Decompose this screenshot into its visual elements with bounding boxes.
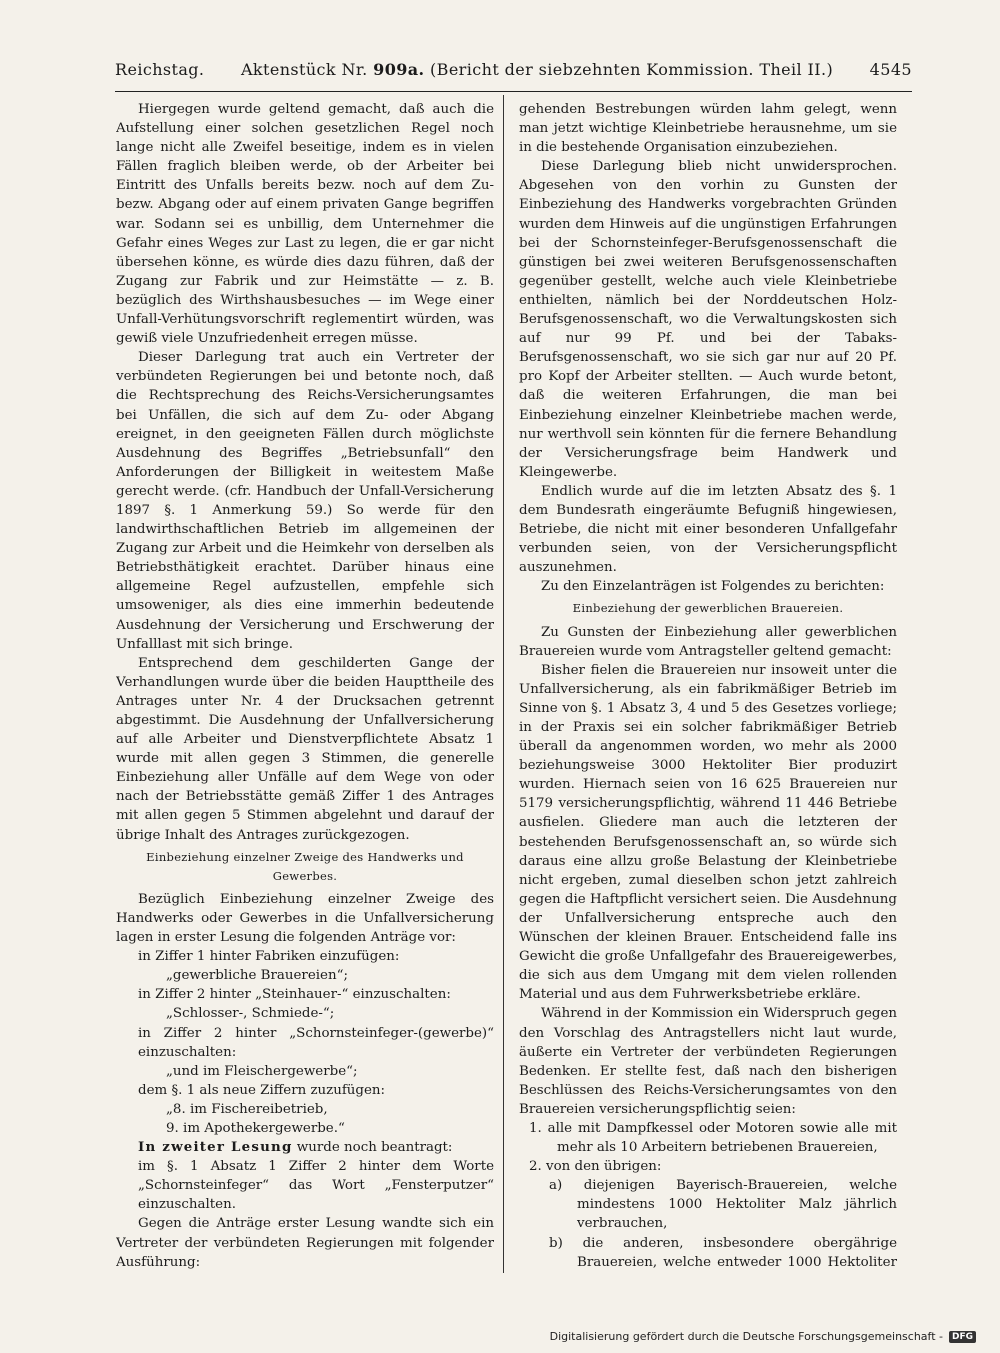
list-item-quote: „Schlosser-, Schmiede-“; [166, 1006, 335, 1022]
column-divider [503, 95, 504, 1273]
paragraph: Gegen die Anträge erster Lesung wandte sich ein Vertreter der verbündeten Regierungen mit folgender Ausführung: [116, 1216, 494, 1270]
list-item: b) die anderen, insbesondere obergährige Brauereien, welche entweder 1000 Hektoliter [549, 1235, 897, 1270]
list-item: in Ziffer 2 hinter „Steinhauer-“ einzuschalten: [138, 987, 451, 1003]
paragraph-text: wurde noch beantragt: [292, 1140, 453, 1156]
paragraph [116, 1138, 494, 1157]
list-item: in Ziffer 2 hinter „Schornsteinfeger-(gewerbe)“ einzuschalten: [138, 1025, 494, 1060]
page-number: 4545 [869, 60, 912, 79]
section-heading: Einbeziehung der gewerblichen Brauereien. [572, 601, 844, 616]
list-item: 1. alle mit Dampfkessel oder Motoren sowie alle mit mehr als 10 Arbeitern betriebenen Brauereien, [529, 1120, 897, 1156]
paragraph: gehenden Bestrebungen würden lahm gelegt, wenn man jetzt wichtige Kleinbetriebe herausnehme, um sie in die bestehende Organisation einzubeziehen. [519, 102, 897, 156]
paragraph: Bezüglich Einbeziehung einzelner Zweige des Handwerks oder Gewerbes in die Unfallversicherung lagen in erster Lesung die folgenden Anträge vor: [116, 891, 494, 946]
paragraph: Zu Gunsten der Einbeziehung aller gewerblichen Brauereien wurde vom Antragsteller geltend gemacht: [519, 624, 897, 659]
paragraph: Während in der Kommission ein Widerspruch gegen den Vorschlag des Antragstellers nicht laut wurde, äußerte ein Vertreter der verbündeten Regierungen Bedenken. Er stellte fest, daß nach den bisherigen Beschlüssen des Reichs-Versicherungsamtes von den Brauereien versicherungspflichtig seien: [519, 1006, 897, 1117]
list-item: dem §. 1 als neue Ziffern zuzufügen: [138, 1082, 386, 1098]
paragraph: Dieser Darlegung trat auch ein Vertreter der verbündeten Regierungen bei und betonte noch, daß die Rechtsprechung des Reichs-Versicherungsamtes bei Unfällen, die sich auf dem Zu- oder Abgang ereignet, in den geeigneten Fällen durch möglichste Ausdehnung des Begriffes „Betriebsunfall“ den Anforderungen der Billigkeit in weitestem Maße gerecht werde. (cfr. Handbuch der Unfall-Versicherung 1897 §. 1 Anmerkung 59.) So werde für den landwirthschaftlichen Betrieb im allgemeinen der Zugang zur Arbeit und die Heimkehr von derselben als Betriebsthätigkeit erachtet. Darüber hinaus eine allgemeine Regel aufzustellen, empfehle sich umsoweniger, als dies eine immerhin bedeutende Ausdehnung der Versicherung und Erschwerung der Unfalllast mit sich bringe. [116, 350, 494, 652]
list-item: 2. von den übrigen: [529, 1159, 662, 1175]
paragraph: Diese Darlegung blieb nicht unwidersprochen. Abgesehen von den vorhin zu Gunsten der Einbeziehung des Handwerks vorgebrachten Gründen wurden dem Hinweis auf die ungünstigen Erfahrungen bei der Schornsteinfeger-Berufsgenossenschaft die günstigen bei zwei weiteren Berufsgenossenschaften gegenüber gestellt, welche auch viele Kleinbetriebe enthielten, nämlich bei der Norddeutschen Holz-Berufsgenossenschaft, wo die Verwaltungskosten sich auf nur 99 Pf. und bei der Tabaks-Berufsgenossenschaft, wo sie sich gar nur auf 20 Pf. pro Kopf der Arbeiter stellten. — Auch wurde betont, daß die weiteren Erfahrungen, die man bei Einbeziehung einzelner Kleinbetriebe machen werde, nur werthvoll sein könnten für die fernere Behandlung der Versicherungsfrage beim Handwerk und Kleingewerbe. [519, 159, 897, 480]
paragraph: Bisher fielen die Brauereien nur insoweit unter die Unfallversicherung, als ein fabrikmäßiger Betrieb im Sinne von §. 1 Absatz 3, 4 und 5 des Gesetzes vorliege; in der Praxis sei ein solcher fabrikmäßiger Betrieb überall da angenommen worden, wo mehr als 2000 beziehungsweise 3000 Hektoliter Bier produzirt wurden. Hiernach seien von 16 625 Brauereien nur 5179 versicherungspflichtig, während 11 446 Betriebe ausfielen. Gliedere man auch die letzteren der bestehenden Berufsgenossenschaft an, so würde sich daraus eine allzu große Belastung der Kleinbetriebe nicht ergeben, zumal dieselben schon jetzt zahlreich gegen die Haftpflicht versichert seien. Die Ausdehnung der Unfallversicherung entspreche auch den Wünschen der kleinen Brauer. Entscheidend falle ins Gewicht die große Unfallgefahr des Brauereigewerbes, die sich aus dem Umgang mit dem vielen rollenden Material und aus dem Fuhrwerksbetriebe erkläre. [519, 662, 897, 1003]
header-center [204, 60, 869, 79]
header-left: Reichstag. [115, 60, 205, 79]
dfg-logo: DFG [949, 1331, 976, 1343]
paragraph: Endlich wurde auf die im letzten Absatz des §. 1 dem Bundesrath eingeräumte Befugniß hingewiesen, Betriebe, die nicht mit einer besonderen Unfallgefahr verbunden seien, von der Versicherungspflicht auszunehmen. [519, 483, 897, 576]
header-rule [115, 91, 912, 92]
header-document-number: 909a. [373, 60, 425, 79]
paragraph: Zu den Einzelanträgen ist Folgendes zu berichten: [541, 579, 885, 595]
list-item-quote: „und im Fleischergewerbe“; [166, 1063, 358, 1079]
page-header [115, 60, 912, 86]
footer-text: Digitalisierung gefördert durch die Deutsche Forschungsgemeinschaft - [549, 1330, 943, 1343]
emphasis: In zweiter Lesung [138, 1139, 293, 1156]
header-center-prefix: Aktenstück Nr. [240, 60, 368, 79]
digitization-footer [550, 1330, 976, 1343]
section-heading: Einbeziehung einzelner Zweige des Handwerks und Gewerbes. [146, 849, 464, 883]
list-item-quote: „gewerbliche Brauereien“; [166, 968, 348, 984]
left-column [116, 100, 494, 1270]
list-item: in Ziffer 1 hinter Fabriken einzufügen: [138, 949, 400, 965]
list-item: a) diejenigen Bayerisch-Brauereien, welche mindestens 1000 Hektoliter Malz jährlich verbrauchen, [549, 1178, 897, 1232]
list-item-quote: 9. im Apothekergewerbe.“ [166, 1120, 345, 1136]
list-item: im §. 1 Absatz 1 Ziffer 2 hinter dem Worte „Schornsteinfeger“ das Wort „Fensterputzer“ einzuschalten. [138, 1159, 494, 1213]
list-item-quote: „8. im Fischereibetrieb, [166, 1101, 328, 1117]
paragraph: Entsprechend dem geschilderten Gange der Verhandlungen wurde über die beiden Haupttheile des Antrages unter Nr. 4 der Drucksachen getrennt abgestimmt. Die Ausdehnung der Unfallversicherung auf alle Arbeiter und Dienstverpflichtete Absatz 1 wurde mit allen gegen 3 Stimmen, die generelle Einbeziehung aller Unfälle auf dem Wege von oder nach der Betriebsstätte gemäß Ziffer 1 des Antrages mit allen gegen 5 Stimmen abgelehnt und darauf der übrige Inhalt des Antrages zurückgezogen. [116, 655, 494, 843]
header-center-suffix: (Bericht der siebzehnten Kommission. Theil II.) [430, 60, 834, 79]
right-column [519, 100, 897, 1270]
paragraph: Hiergegen wurde geltend gemacht, daß auch die Aufstellung einer solchen gesetzlichen Regel noch lange nicht alle Zweifel beseitige, indem es in vielen Fällen fraglich bleiben werde, ob der Arbeiter bei Eintritt des Unfalls bereits bezw. noch auf dem Zu- bezw. Abgang oder auf einem privaten Gange begriffen war. Sodann sei es unbillig, dem Unternehmer die Gefahr eines Weges zur Last zu legen, die er gar nicht übersehen könne, es würde dies dazu führen, daß der Zugang zur Fabrik und zur Heimstätte — z. B. bezüglich des Wirthshausbesuches — im Wege einer Unfall-Verhütungsvorschrift reglementirt würden, was gewiß viele Unzufriedenheit erregen müsse. [116, 102, 494, 347]
